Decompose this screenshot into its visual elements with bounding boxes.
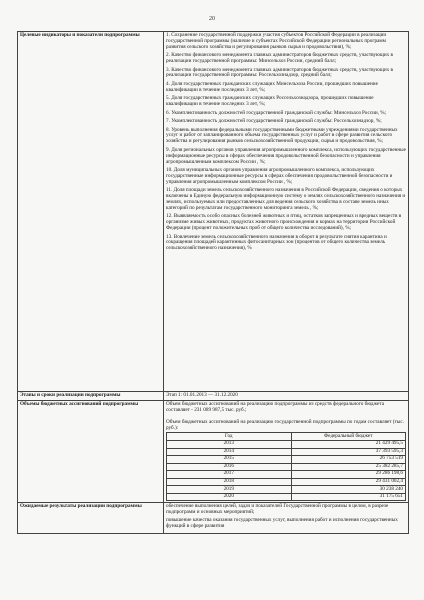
amount-cell: 26 753 519 <box>291 456 406 464</box>
indicator-item: 10. Доля муниципальных органов управления агропромышленного комплекса, использующих государственные информационные ресурсы в сферах обеспечения продовольственной безопасности и управления агропромышленным комплексом России , %; <box>166 166 393 185</box>
table-row <box>167 493 406 501</box>
indicator-item: 13. Вовлечение земель сельскохозяйственного назначения в оборот в результате снятия карантина и сокращения площадей карантинных фитосанитарных зон (процентов от общего количества земель сельскохозяйственного назначения), % <box>166 233 387 252</box>
indicator-item: 9. Доля региональных органов управления агропромышленного комплекса, использующих государственные информационные ресурсы в сферах обеспечения продовольственной безопасности и управления агропромышленным комплексом России , %; <box>166 146 406 165</box>
terms-value: Этап 1: 01.01.2013 — 31.12.2020 <box>164 392 409 401</box>
table-row <box>167 478 406 486</box>
page-number: 20 <box>209 16 215 22</box>
indicator-item: 4. Доля государственных гражданских служащих Минсельхоза России, прошедших повышение квалификации в течение последних 3 лет, %; <box>166 80 378 93</box>
indicators-label: Целевые индикаторы и показатели подпрограммы <box>18 32 164 392</box>
outcomes-content <box>164 503 409 534</box>
year-cell: 2018 <box>167 478 292 486</box>
year-cell: 2015 <box>167 456 292 464</box>
indicator-item: 2. Качество финансового менеджмента главных администраторов бюджетных средств, участвующих в реализации государственной программы: Минсельхоз России, средний балл; <box>166 52 393 65</box>
terms-row <box>18 392 409 401</box>
amount-cell: 29 431 002,4 <box>291 478 406 486</box>
indicator-item: 8. Уровень выполнения федеральными государственными бюджетными учреждениями государственных услуг и работ от запланированного объема государственных услуг и работ в сфере развития сельского хозяйства и регулирования рынков сельскохозяйственной продукции, сырья и продовольствия, %; <box>166 126 398 145</box>
amount-cell: 21 429 495,5 <box>291 440 406 448</box>
budget-column-header: Федеральный бюджет <box>291 433 406 441</box>
year-cell: 2013 <box>167 440 292 448</box>
table-row <box>167 440 406 448</box>
outcome-item: обеспечение выполнения целей, задач и показателей Государственной программы в целом, в разрезе подпрограмм и основных мероприятий; <box>166 503 389 516</box>
budget-label: Объемы бюджетных ассигнований подпрограммы <box>18 400 164 503</box>
amount-cell: 31 175 651 <box>291 493 406 501</box>
amount-cell: 30 238 240 <box>291 486 406 494</box>
year-cell: 2017 <box>167 471 292 479</box>
amount-cell: 37 393 595,3 <box>291 448 406 456</box>
indicator-item: 7. Укомплектованность должностей государственной гражданской службы: Россельхознадзор, %; <box>166 118 382 125</box>
budget-by-years-text: Объем бюджетных ассигнований на реализацию государственной подпрограммы по годам составляет (тыс. руб.): <box>166 418 404 431</box>
indicator-item: 5. Доля государственных гражданских служащих Россельхознадзора, прошедших повышение квалификации в течение последних 3 лет, %; <box>166 95 374 108</box>
year-cell: 2014 <box>167 448 292 456</box>
budget-table-header <box>167 433 406 441</box>
budget-total-text: Объем бюджетных ассигнований на реализацию подпрограммы из средств федерального бюджета составляет - 231 089 987,5 тыс. руб.; <box>166 400 384 413</box>
budget-by-years-table <box>166 432 406 501</box>
indicator-item: 6. Укомплектованность должностей государственной гражданской службы: Минсельхоз России, %; <box>166 109 387 116</box>
indicator-item: 1. Сохранение государственной поддержки участия субъектов Российской Федерации в реализации государственной программы (наличие и субъектах Российской Федерации региональных программ развития сельского хозяйства и регулирования рынков сырья и продовольствия), %; <box>166 32 387 50</box>
table-row <box>167 463 406 471</box>
table-row <box>167 456 406 464</box>
budget-row <box>18 400 409 503</box>
amount-cell: 29 286 198,6 <box>291 471 406 479</box>
outcome-item: повышение качества оказания государственных услуг, выполнения работ и исполнения государственных функций в сфере развития <box>166 517 398 530</box>
table-row <box>167 471 406 479</box>
budget-content <box>164 400 409 503</box>
indicator-item: 11. Доля площади земель сельскохозяйственного назначения в Российской Федерации, сведения о которых включены в Единую федеральную информационную систему о землях сельскохозяйственного назначения и землях, используемых или предоставленных для ведения сельского хозяйства в составе земель иных категорий по результатам государственного мониторинга земель , %; <box>166 187 406 211</box>
year-cell: 2016 <box>167 463 292 471</box>
outcomes-row <box>18 503 409 534</box>
year-cell: 2020 <box>167 493 292 501</box>
year-column-header: Год <box>167 433 292 441</box>
table-row <box>167 448 406 456</box>
outcomes-label: Ожидаемые результаты реализации подпрограммы <box>18 503 164 534</box>
table-row <box>167 486 406 494</box>
indicators-content <box>164 32 409 392</box>
terms-label: Этапы и сроки реализации подпрограммы <box>18 392 164 401</box>
amount-cell: 25 382 285,7 <box>291 463 406 471</box>
indicator-item: 12. Выявляемость особо опасных болезней животных и птиц, остатков запрещенных и вредных веществ в организме живых животных, продуктах животного происхождения и кормах на территории Российской Федерации (процент положительных проб от общего количества исследований), %; <box>166 213 402 232</box>
subprogram-passport-table <box>17 31 409 534</box>
year-cell: 2019 <box>167 486 292 494</box>
indicators-row <box>18 32 409 392</box>
indicator-item: 3. Качество финансового менеджмента главных администраторов бюджетных средств, участвующих в реализации государственной программы: Россельхознадзор, средний балл; <box>166 66 393 79</box>
